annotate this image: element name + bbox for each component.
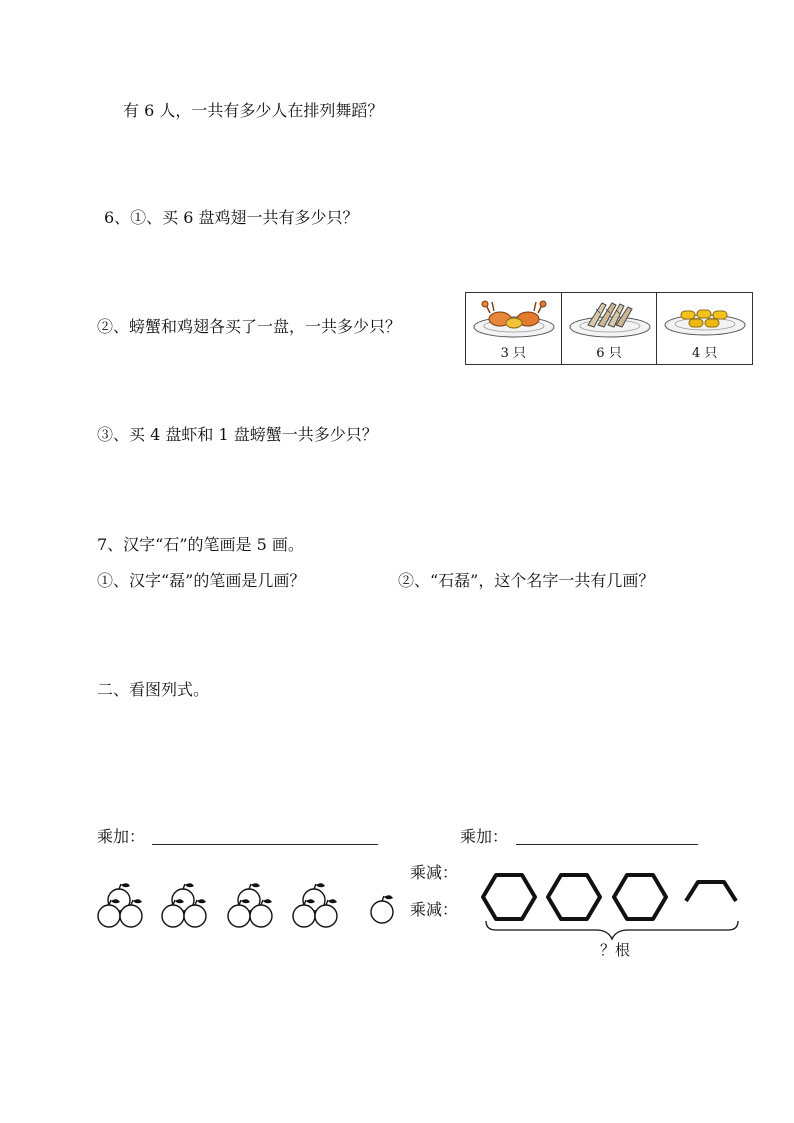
crab-count-label: 3 只 <box>500 346 527 361</box>
multiply-subtract-label-1: 乘减： <box>410 863 459 882</box>
brace <box>486 921 738 939</box>
crab-plate <box>466 293 562 364</box>
question-7-part-2: ②、“石磊”，这个名字一共有几画？ <box>398 571 655 590</box>
question-7-part-1: ①、汉字“磊”的笔画是几画？ <box>97 571 306 590</box>
left-multiply-add-label: 乘加： <box>97 827 146 846</box>
partial-hexagon <box>686 882 736 901</box>
question-7-intro: 7、汉字“石”的笔画是 5 画。 <box>97 535 304 554</box>
food-plates-figure <box>465 292 753 365</box>
hexagon-2 <box>548 875 600 919</box>
section-2-title: 二、看图列式。 <box>97 680 210 699</box>
left-answer-line[interactable] <box>152 844 378 845</box>
hexagon-3 <box>614 875 666 919</box>
chicken-wing-plate-icon <box>566 297 654 343</box>
chicken-wing-plate <box>562 293 658 364</box>
single-apple <box>371 895 393 923</box>
chicken-wing-count-label: 6 只 <box>596 346 622 361</box>
shrimp-count-label: 4 只 <box>691 346 718 361</box>
shrimp-plate-icon <box>661 297 749 343</box>
question-6-part-2: ②、螃蟹和鸡翅各买了一盘，一共多少只？ <box>97 317 402 336</box>
apple-group-1 <box>98 883 142 927</box>
hexagon-1 <box>483 875 535 919</box>
apple-group-4 <box>293 883 337 927</box>
right-multiply-add-label: 乘加： <box>460 827 509 846</box>
right-answer-line[interactable] <box>516 844 698 845</box>
brace-label: ？根 <box>600 941 631 959</box>
apple-group-2 <box>162 883 206 927</box>
crab-plate-icon <box>470 297 558 343</box>
multiply-subtract-label-2: 乘减： <box>410 900 459 919</box>
shrimp-plate <box>657 293 752 364</box>
apple-group-3 <box>228 883 272 927</box>
question-6-part-1: 6、①、买 6 盘鸡翅一共有多少只？ <box>104 208 359 227</box>
question-5-tail: 有 6 人，一共有多少人在排列舞蹈？ <box>123 101 384 120</box>
question-6-part-3: ③、买 4 盘虾和 1 盘螃蟹一共多少只？ <box>97 425 378 444</box>
apples-figure <box>95 878 395 938</box>
